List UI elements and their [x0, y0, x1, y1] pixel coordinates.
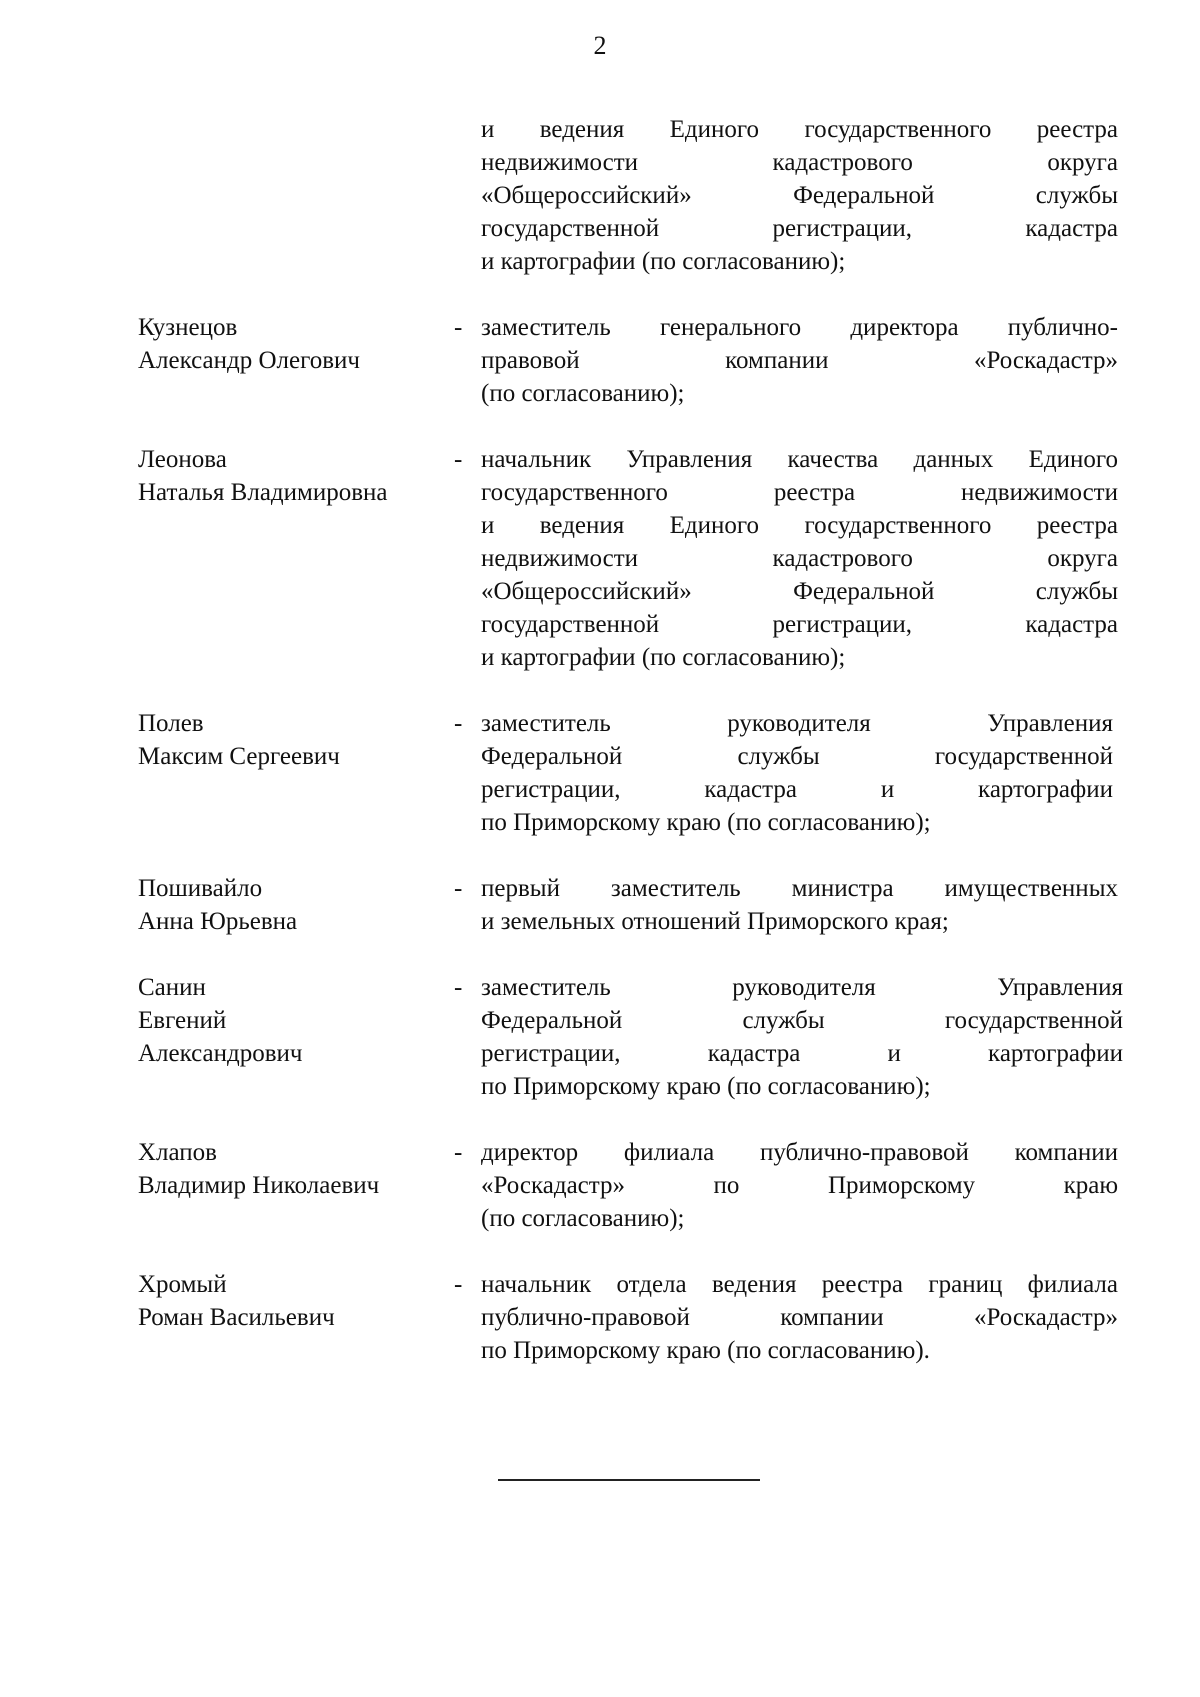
text-line: и земельных отношений Приморского края;: [481, 908, 949, 935]
member-name: [138, 1136, 458, 1202]
end-of-list-rule: [498, 1479, 760, 1481]
member-entry: [0, 1136, 1200, 1235]
text-line: заместитель руководителя Управления: [481, 974, 1123, 1001]
member-name: [138, 311, 458, 377]
text-line: публично-правовой компании «Роскадастр»: [481, 1304, 1118, 1331]
member-position: [481, 707, 1113, 839]
member-surname: Кузнецов: [138, 314, 238, 341]
text-line: (по согласованию);: [481, 380, 685, 407]
text-line: регистрации, кадастра и картографии: [481, 776, 1113, 803]
member-position: [481, 311, 1118, 410]
text-line: государственного реестра недвижимости: [481, 479, 1118, 506]
text-line: заместитель руководителя Управления: [481, 710, 1113, 737]
text-line: по Приморскому краю (по согласованию);: [481, 1073, 931, 1100]
text-line: «Общероссийский» Федеральной службы: [481, 182, 1118, 209]
member-name: [138, 443, 458, 509]
text-line: первый заместитель министра имущественных: [481, 875, 1118, 902]
text-line: государственной регистрации, кадастра: [481, 215, 1118, 242]
text-line: и ведения Единого государственного реестра: [481, 116, 1118, 143]
text-line: начальник Управления качества данных Единого: [481, 446, 1118, 473]
text-line: (по согласованию);: [481, 1205, 685, 1232]
member-surname: Хлапов: [138, 1139, 217, 1166]
text-line: по Приморскому краю (по согласованию).: [481, 1337, 930, 1364]
member-surname: Пошивайло: [138, 875, 263, 902]
continued-paragraph: [481, 113, 1118, 278]
dash-separator: -: [454, 314, 463, 341]
text-line: «Общероссийский» Федеральной службы: [481, 578, 1118, 605]
page-number: 2: [593, 31, 607, 60]
member-surname: Санин: [138, 974, 206, 1001]
member-name: [138, 707, 458, 773]
member-entry: [0, 707, 1200, 839]
member-entry: [0, 311, 1200, 410]
member-given-names: Александр Олегович: [138, 347, 361, 374]
text-line: и картографии (по согласованию);: [481, 248, 846, 275]
dash-separator: -: [454, 974, 463, 1001]
text-line: недвижимости кадастрового округа: [481, 149, 1118, 176]
member-list: [0, 311, 1200, 1367]
text-line: «Роскадастр» по Приморскому краю: [481, 1172, 1118, 1199]
member-name: [138, 1268, 458, 1334]
text-line: по Приморскому краю (по согласованию);: [481, 809, 931, 836]
member-name: [138, 971, 458, 1070]
member-entry: [0, 971, 1200, 1103]
member-surname: Хромый: [138, 1271, 227, 1298]
member-entry: [0, 1268, 1200, 1367]
member-position: [481, 971, 1123, 1103]
dash-separator: -: [454, 1139, 463, 1166]
dash-separator: -: [454, 875, 463, 902]
text-line: директор филиала публично-правовой компании: [481, 1139, 1118, 1166]
text-line: государственной регистрации, кадастра: [481, 611, 1118, 638]
member-given-names: Владимир Николаевич: [138, 1172, 380, 1199]
text-line: регистрации, кадастра и картографии: [481, 1040, 1123, 1067]
member-position: [481, 443, 1118, 674]
member-position: [481, 872, 1118, 938]
member-entry: [0, 443, 1200, 674]
member-name: [138, 872, 458, 938]
text-line: заместитель генерального директора публично-: [481, 314, 1118, 341]
text-line: правовой компании «Роскадастр»: [481, 347, 1118, 374]
member-surname: Полев: [138, 710, 204, 737]
text-line: начальник отдела ведения реестра границ филиала: [481, 1271, 1118, 1298]
text-line: Федеральной службы государственной: [481, 743, 1113, 770]
member-surname: Леонова: [138, 446, 227, 473]
member-given-names: Максим Сергеевич: [138, 743, 340, 770]
member-position: [481, 1136, 1118, 1235]
member-given-names: Евгений: [138, 1007, 227, 1034]
text-line: недвижимости кадастрового округа: [481, 545, 1118, 572]
dash-separator: -: [454, 446, 463, 473]
member-given-names: Роман Васильевич: [138, 1304, 335, 1331]
text-line: и картографии (по согласованию);: [481, 644, 846, 671]
member-given-names: Александрович: [138, 1040, 303, 1067]
text-line: и ведения Единого государственного реестра: [481, 512, 1118, 539]
dash-separator: -: [454, 1271, 463, 1298]
dash-separator: -: [454, 710, 463, 737]
member-given-names: Анна Юрьевна: [138, 908, 298, 935]
member-position: [481, 1268, 1118, 1367]
member-given-names: Наталья Владимировна: [138, 479, 388, 506]
member-entry: [0, 872, 1200, 938]
text-line: Федеральной службы государственной: [481, 1007, 1123, 1034]
